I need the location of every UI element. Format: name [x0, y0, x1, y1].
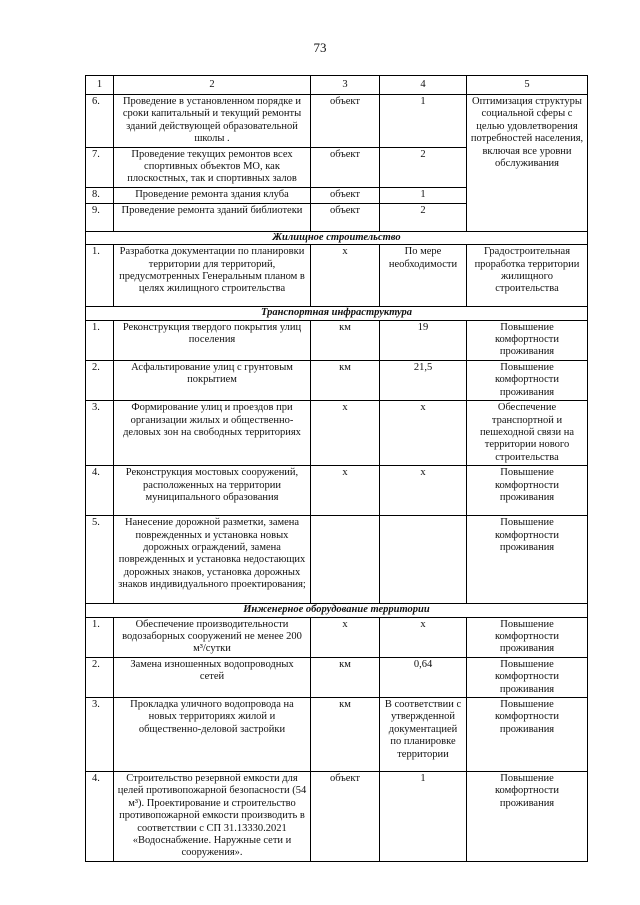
row-name: Обеспечение производительности водозаборных сооружений не менее 200 м³/сутки	[114, 617, 311, 657]
table-row	[86, 657, 588, 697]
table-row	[86, 617, 588, 657]
row-unit: х	[311, 401, 380, 466]
row-name: Проведение текущих ремонтов всех спортивных объектов МО, как плоскостных, так и спортивных залов	[114, 147, 311, 187]
row-number: 8.	[86, 187, 114, 203]
header-cell: 2	[114, 76, 311, 95]
row-number: 4.	[86, 771, 114, 861]
row-number: 9.	[86, 203, 114, 231]
row-number: 6.	[86, 95, 114, 148]
row-result-merged: Оптимизация структуры социальной сферы с целью удовлетворения потребностей населения, включая все уровни обслуживания	[467, 95, 588, 232]
section-heading: Инженерное оборудование территории	[86, 604, 588, 617]
header-cell: 1	[86, 76, 114, 95]
row-result: Повышение комфортности проживания	[467, 516, 588, 604]
row-unit: объект	[311, 771, 380, 861]
header-cell: 5	[467, 76, 588, 95]
row-result: Повышение комфортности проживания	[467, 657, 588, 697]
row-name: Реконструкция мостовых сооружений, расположенных на территории муниципального образования	[114, 466, 311, 516]
table-row	[86, 697, 588, 771]
table-row	[86, 771, 588, 861]
row-unit: км	[311, 360, 380, 400]
row-unit: км	[311, 657, 380, 697]
row-result: Повышение комфортности проживания	[467, 697, 588, 771]
table-row	[86, 95, 588, 148]
measures-table	[85, 75, 588, 862]
table-row	[86, 245, 588, 307]
header-cell: 3	[311, 76, 380, 95]
section-heading: Транспортная инфраструктура	[86, 307, 588, 320]
row-name: Формирование улиц и проездов при организации жилых и общественно-деловых зон на свободных территориях	[114, 401, 311, 466]
row-result: Повышение комфортности проживания	[467, 771, 588, 861]
row-name: Разработка документации по планировки территории для территорий, предусмотренных Генеральным планом в целях жилищного строительства	[114, 245, 311, 307]
row-number: 7.	[86, 147, 114, 187]
row-name: Проведение в установленном порядке и сроки капитальный и текущий ремонты зданий действующей образовательной школы .	[114, 95, 311, 148]
row-result: Повышение комфортности проживания	[467, 466, 588, 516]
row-result: Градостроительная проработка территории жилищного строительства	[467, 245, 588, 307]
row-number: 2.	[86, 360, 114, 400]
row-unit: объект	[311, 187, 380, 203]
row-number: 4.	[86, 466, 114, 516]
row-number: 2.	[86, 657, 114, 697]
row-unit: х	[311, 245, 380, 307]
table-header-row	[86, 76, 588, 95]
row-number: 1.	[86, 245, 114, 307]
row-result: Повышение комфортности проживания	[467, 320, 588, 360]
row-quantity: х	[380, 401, 467, 466]
row-name: Проведение ремонта зданий библиотеки	[114, 203, 311, 231]
table-row	[86, 401, 588, 466]
table-row	[86, 360, 588, 400]
row-name: Нанесение дорожной разметки, замена поврежденных и установка новых дорожных ограждений, замена поврежденных и установка недостающих дорожных знаков, установка дорожных знаков индивидуального проектирования;	[114, 516, 311, 604]
row-quantity: х	[380, 466, 467, 516]
row-unit: х	[311, 466, 380, 516]
row-quantity: х	[380, 617, 467, 657]
row-unit: объект	[311, 203, 380, 231]
row-quantity	[380, 516, 467, 604]
row-result: Повышение комфортности проживания	[467, 360, 588, 400]
section-heading-row	[86, 231, 588, 244]
row-quantity: 1	[380, 771, 467, 861]
row-quantity: 1	[380, 187, 467, 203]
row-quantity: 19	[380, 320, 467, 360]
table-row	[86, 320, 588, 360]
row-unit	[311, 516, 380, 604]
table-row	[86, 466, 588, 516]
row-quantity: 2	[380, 203, 467, 231]
row-quantity: 21,5	[380, 360, 467, 400]
row-name: Асфальтирование улиц с грунтовым покрытием	[114, 360, 311, 400]
row-number: 3.	[86, 401, 114, 466]
section-heading-row	[86, 307, 588, 320]
section-heading-row	[86, 604, 588, 617]
row-unit: объект	[311, 95, 380, 148]
row-quantity: По мере необходимости	[380, 245, 467, 307]
row-unit: объект	[311, 147, 380, 187]
row-unit: х	[311, 617, 380, 657]
section-heading: Жилищное строительство	[86, 231, 588, 244]
row-quantity: 1	[380, 95, 467, 148]
row-quantity: В соответствии с утвержденной документацией по планировке территории	[380, 697, 467, 771]
row-unit: км	[311, 697, 380, 771]
row-number: 1.	[86, 617, 114, 657]
page-number: 73	[313, 40, 327, 55]
row-name: Прокладка уличного водопровода на новых территориях жилой и общественно-деловой застройки	[114, 697, 311, 771]
row-name: Реконструкция твердого покрытия улиц поселения	[114, 320, 311, 360]
row-quantity: 2	[380, 147, 467, 187]
row-result: Обеспечение транспортной и пешеходной связи на территории нового строительства	[467, 401, 588, 466]
row-number: 3.	[86, 697, 114, 771]
row-number: 1.	[86, 320, 114, 360]
row-name: Проведение ремонта здания клуба	[114, 187, 311, 203]
row-name: Замена изношенных водопроводных сетей	[114, 657, 311, 697]
header-cell: 4	[380, 76, 467, 95]
row-unit: км	[311, 320, 380, 360]
row-number: 5.	[86, 516, 114, 604]
row-result: Повышение комфортности проживания	[467, 617, 588, 657]
row-quantity: 0,64	[380, 657, 467, 697]
table-row	[86, 516, 588, 604]
row-name: Строительство резервной емкости для целей противопожарной безопасности (54 м³). Проектирование и строительство противопожарной емкости производить в соответствии с СП 31.13330.2021 «Водоснабжение. Наружные сети и сооружения».	[114, 771, 311, 861]
